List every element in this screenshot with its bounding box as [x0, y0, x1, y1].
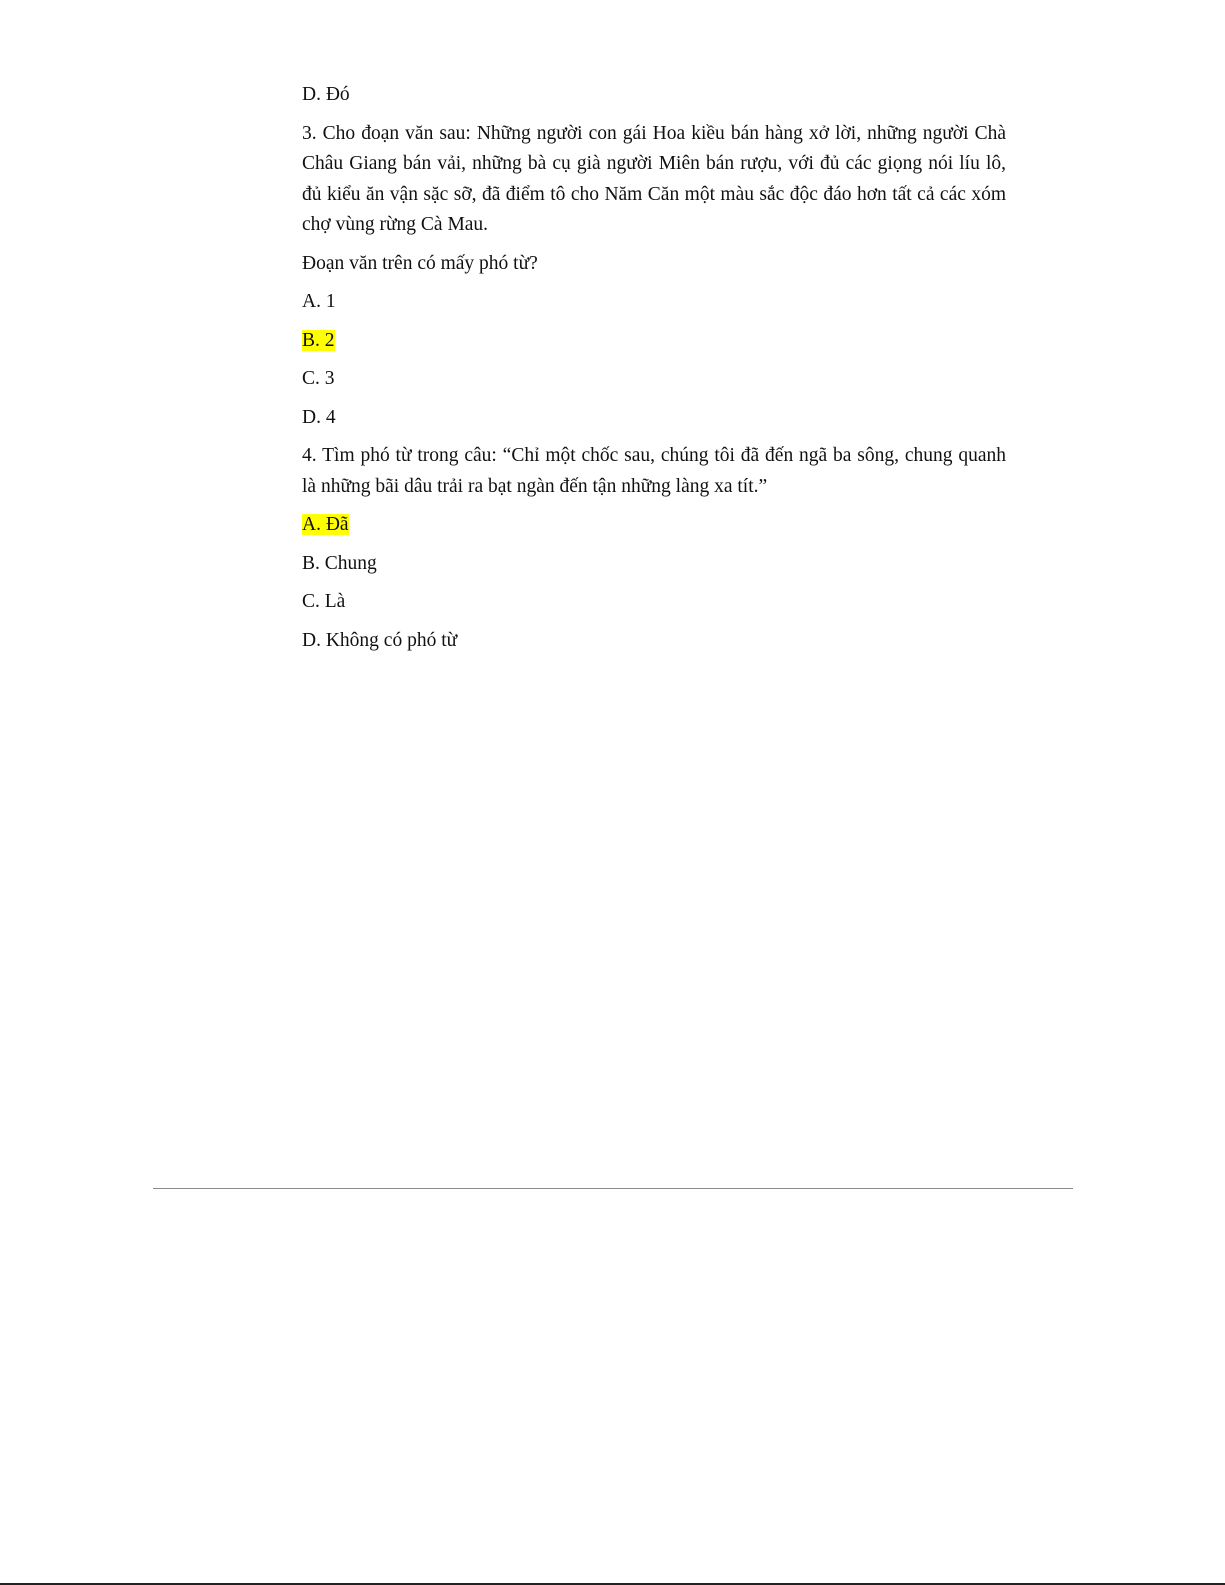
question-4-option-c: C. Là [302, 591, 346, 612]
question-3-option-a: A. 1 [302, 291, 336, 312]
question-3-option-c: C. 3 [302, 368, 335, 389]
footer-divider [153, 1188, 1073, 1189]
question-3-prompt: Đoạn văn trên có mấy phó từ? [302, 252, 538, 274]
question-3-text: 3. Cho đoạn văn sau: Những người con gái Hoa kiều bán hàng xở lời, những người Chà Châu Giang bán vải, những bà cụ già người Miên bán rượu, với đủ các giọng nói líu lô, đủ kiểu ăn vận sặc sỡ, đã điểm tô cho Năm Căn một màu sắc độc đáo hơn tất cả các xóm chợ vùng rừng Cà Mau. [302, 122, 1006, 235]
highlighted-answer: A. Đã [302, 514, 349, 535]
question-4-text: 4. Tìm phó từ trong câu: “Chỉ một chốc sau, chúng tôi đã đến ngã ba sông, chung quanh là những bãi dâu trải ra bạt ngàn đến tận những làng xa tít.” [302, 445, 1006, 497]
option-d-previous: D. Đó [302, 84, 350, 105]
question-3-option-b [302, 326, 1006, 357]
highlighted-answer: B. 2 [302, 329, 335, 351]
question-4-option-b: B. Chung [302, 552, 377, 574]
document-body [302, 80, 1006, 656]
question-3-option-d: D. 4 [302, 406, 336, 428]
question-4-option-d: D. Không có phó từ [302, 629, 458, 651]
question-4-option-a [302, 510, 1006, 541]
